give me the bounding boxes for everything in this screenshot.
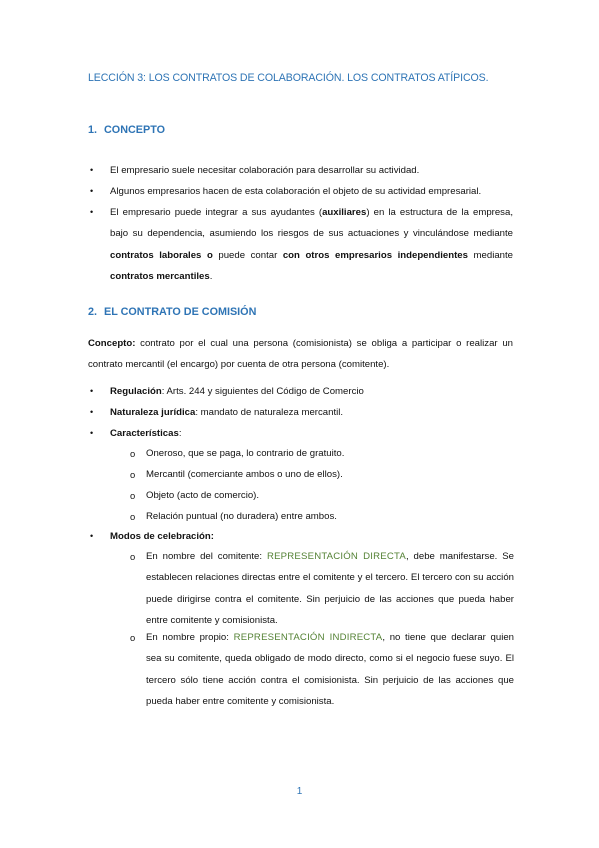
section-1-title: CONCEPTO [104, 124, 165, 136]
bold-term: con otros empresarios independientes [282, 249, 468, 261]
list-item [88, 381, 513, 402]
circle-bullet-icon: o [130, 490, 136, 501]
sub-list-item [128, 506, 514, 527]
naturaleza-label: Naturaleza jurídica [110, 407, 196, 418]
circle-bullet-icon: o [130, 551, 136, 562]
circle-bullet-icon: o [130, 469, 136, 480]
regulacion-label: Regulación [110, 386, 162, 397]
bullet-icon: • [90, 407, 94, 417]
sub-item-text: Oneroso, que se paga, lo contrario de gratuito. [146, 448, 345, 459]
bold-term: contratos laborales o [110, 249, 213, 261]
representacion-indirecta: REPRESENTACIÓN INDIRECTA [233, 632, 383, 643]
regulacion-text: : Arts. 244 y siguientes del Código de Comercio [161, 386, 364, 397]
sub-item-text: Relación puntual (no duradera) entre ambos. [146, 511, 337, 522]
sub-item-text: Mercantil (comerciante ambos o uno de ellos). [146, 469, 343, 480]
modo-text: , debe manifestarse. Se establecen relaciones directas entre el comitente y el tercero. El tercero con su acción puede dirigirse contra el comitente. Sin perjuicio de las acciones que pueda haber entre comitente y comisionista. [146, 551, 514, 626]
section-2-number: 2. [88, 306, 98, 318]
list-item [88, 202, 513, 287]
circle-bullet-icon: o [130, 632, 136, 643]
list-item [88, 181, 513, 202]
modo-prefix: En nombre propio: [146, 632, 234, 643]
sub-list-item [128, 443, 514, 464]
bullet-icon: • [90, 207, 94, 217]
section-1-heading [88, 124, 165, 136]
sub-list-item [128, 546, 514, 631]
sub-item-text: Objeto (acto de comercio). [146, 490, 260, 501]
bullet-icon: • [90, 428, 94, 438]
sub-list-item [128, 485, 514, 506]
section-1-number: 1. [88, 124, 98, 136]
caracteristicas-label: Características [110, 428, 179, 439]
list-item: • Características: [88, 423, 513, 444]
bold-term: contratos mercantiles [110, 270, 210, 282]
bullet-icon: • [90, 531, 94, 541]
section-2-heading [88, 306, 256, 318]
bullet-icon: • [90, 386, 94, 396]
modo-text: , no tiene que declarar quien sea su comitente, queda obligado de modo directo, como si el negocio fuese suyo. El tercero sólo tiene acción contra el comisionista. Sin perjuicio de las acciones que pueda haber entre comitente y comisionista. [146, 632, 515, 707]
list-item: • Modos de celebración: [88, 526, 513, 547]
lesson-title: LECCIÓN 3: LOS CONTRATOS DE COLABORACIÓN. LOS CONTRATOS ATÍPICOS. [88, 72, 489, 84]
concepto-label: Concepto: [88, 338, 136, 349]
list-item [88, 160, 513, 181]
circle-bullet-icon: o [130, 448, 136, 459]
concepto-paragraph [88, 333, 513, 376]
bullet-text: El empresario puede integrar a sus ayudantes (auxiliares) en la estructura de la empresa, bajo su dependencia, asumiendo los riesgos de sus actuaciones y vinculándose mediante contratos laborales o puede contar con otros empresarios independientes mediante contratos mercantiles. [110, 207, 513, 282]
list-item [88, 402, 513, 423]
modos-label: Modos de celebración [110, 531, 211, 542]
bold-term: auxiliares [322, 207, 367, 218]
bullet-icon: • [90, 165, 94, 175]
modo-prefix: En nombre del comitente: [146, 551, 267, 562]
sub-list-item [128, 627, 514, 712]
representacion-directa: REPRESENTACIÓN DIRECTA [266, 551, 406, 562]
bullet-text: El empresario suele necesitar colaboración para desarrollar su actividad. [110, 165, 420, 176]
circle-bullet-icon: o [130, 511, 136, 522]
bullet-text: Algunos empresarios hacen de esta colaboración el objeto de su actividad empresarial. [110, 186, 482, 197]
page-number: 1 [296, 786, 303, 797]
naturaleza-text: : mandato de naturaleza mercantil. [195, 407, 344, 418]
bullet-icon: • [90, 186, 94, 196]
section-2-title: EL CONTRATO DE COMISIÓN [104, 306, 257, 318]
sub-list-item [128, 464, 514, 485]
concepto-text: contrato por el cual una persona (comisionista) se obliga a participar o realizar un contrato mercantil (el encargo) por cuenta de otra persona (comitente). [88, 338, 513, 371]
